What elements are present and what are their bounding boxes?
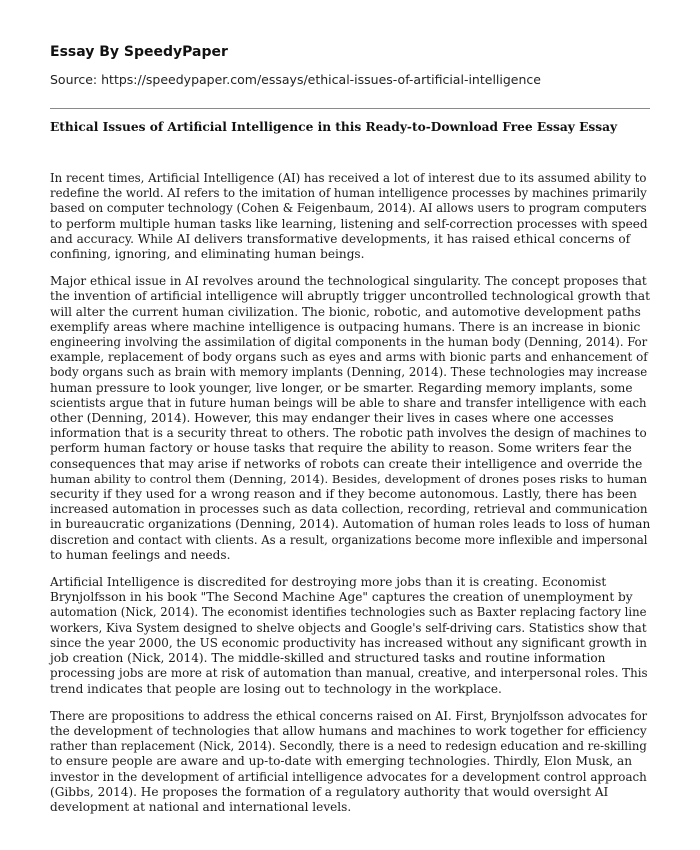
paragraph-line: confining, ignoring, and eliminating human beings. <box>50 247 365 262</box>
paragraph-line: other (Denning, 2014). However, this may endanger their lives in cases where one accesses <box>50 411 614 426</box>
paragraph-line: the invention of artificial intelligence will abruptly trigger uncontrolled technological growth that <box>50 289 650 304</box>
paragraph-line: information that is a security threat to others. The robotic path involves the design of machines to <box>50 426 647 441</box>
paragraph-line: to human feelings and needs. <box>50 547 231 562</box>
paragraph-line: processing jobs are more at risk of automation than manual, creative, and interpersonal roles. This <box>50 666 648 681</box>
paragraph-line: exemplify areas where machine intelligence is outpacing humans. There is an increase in bionic <box>50 319 641 334</box>
paragraph-line: Major ethical issue in AI revolves around the technological singularity. The concept proposes that <box>50 274 647 289</box>
header-divider <box>50 108 650 109</box>
paragraph-line: There are propositions to address the ethical concerns raised on AI. First, Brynjolfsson advocates for <box>50 708 648 723</box>
paragraph-line: body organs such as brain with memory implants (Denning, 2014). These technologies may increase <box>50 365 648 380</box>
essay-paragraph <box>50 171 650 262</box>
essay-body <box>50 171 650 827</box>
paragraph-line: will alter the current human civilization. The bionic, robotic, and automotive development paths <box>50 304 641 319</box>
paragraph-line: human pressure to look younger, live longer, or be smarter. Regarding memory implants, some <box>50 380 633 395</box>
paragraph-line: to perform multiple human tasks like learning, listening and self-correction processes with speed <box>50 216 648 231</box>
paragraph-line: the development of technologies that allow humans and machines to work together for efficiency <box>50 723 647 738</box>
essay-paragraph <box>50 575 650 697</box>
paragraph-line: discretion and contact with clients. As a result, organizations become more inflexible and impersonal <box>50 532 648 547</box>
paragraph-line: and accuracy. While AI delivers transformative developments, it has raised ethical concerns of <box>50 231 631 246</box>
paragraph-line: in bureaucratic organizations (Denning, 2014). Automation of human roles leads to loss of human <box>50 517 651 532</box>
document-source: Source: https://speedypaper.com/essays/ethical-issues-of-artificial-intelligence <box>50 72 541 87</box>
paragraph-line: human ability to control them (Denning, 2014). Besides, development of drones poses risks to human <box>50 471 648 486</box>
paragraph-line: security if they used for a wrong reason and if they become autonomous. Lastly, there has been <box>50 487 637 502</box>
paragraph-line: based on computer technology (Cohen & Feigenbaum, 2014). AI allows users to program computers <box>50 201 647 216</box>
paragraph-line: to ensure people are aware and up-to-date with emerging technologies. Thirdly, Elon Musk, an <box>50 754 633 769</box>
paragraph-line: (Gibbs, 2014). He proposes the formation of a regulatory authority that would oversight AI <box>50 784 609 799</box>
paragraph-line: consequences that may arise if networks of robots can create their intelligence and override the <box>50 456 643 471</box>
paragraph-line: development at national and international levels. <box>50 799 352 814</box>
paragraph-line: trend indicates that people are losing out to technology in the workplace. <box>50 681 502 696</box>
paragraph-line: Artificial Intelligence is discredited for destroying more jobs than it is creating. Economist <box>50 575 607 590</box>
paragraph-line: automation (Nick, 2014). The economist identifies technologies such as Baxter replacing factory line <box>50 605 647 620</box>
essay-paragraph <box>50 274 650 563</box>
essay-paragraph <box>50 709 650 815</box>
paragraph-line: investor in the development of artificial intelligence advocates for a development control approach <box>50 769 647 784</box>
essay-title: Ethical Issues of Artificial Intelligence in this Ready-to-Download Free Essay Essay <box>50 120 618 134</box>
paragraph-line: scientists argue that in future human beings will be able to share and transfer intelligence with each <box>50 395 647 410</box>
document-brand: Essay By SpeedyPaper <box>50 44 228 60</box>
paragraph-line: rather than replacement (Nick, 2014). Secondly, there is a need to redesign education and re-skilling <box>50 739 647 754</box>
paragraph-line: workers, Kiva System designed to shelve objects and Google's self-driving cars. Statistics show that <box>50 620 647 635</box>
paragraph-line: perform human factory or house tasks that require the ability to reason. Some writers fear the <box>50 441 632 456</box>
paragraph-line: job creation (Nick, 2014). The middle-skilled and structured tasks and routine information <box>50 651 606 666</box>
paragraph-line: engineering involving the assimilation of digital components in the human body (Denning, 2014). For <box>50 335 648 350</box>
paragraph-line: redefine the world. AI refers to the imitation of human intelligence processes by machines primarily <box>50 186 647 201</box>
paragraph-line: increased automation in processes such as data collection, recording, retrieval and communication <box>50 502 648 517</box>
paragraph-line: since the year 2000, the US economic productivity has increased without any significant growth in <box>50 635 647 650</box>
paragraph-line: Brynjolfsson in his book "The Second Machine Age" captures the creation of unemployment by <box>50 590 633 605</box>
paragraph-line: In recent times, Artificial Intelligence (AI) has received a lot of interest due to its assumed ability to <box>50 171 647 185</box>
paragraph-line: example, replacement of body organs such as eyes and arms with bionic parts and enhancement of <box>50 350 648 365</box>
